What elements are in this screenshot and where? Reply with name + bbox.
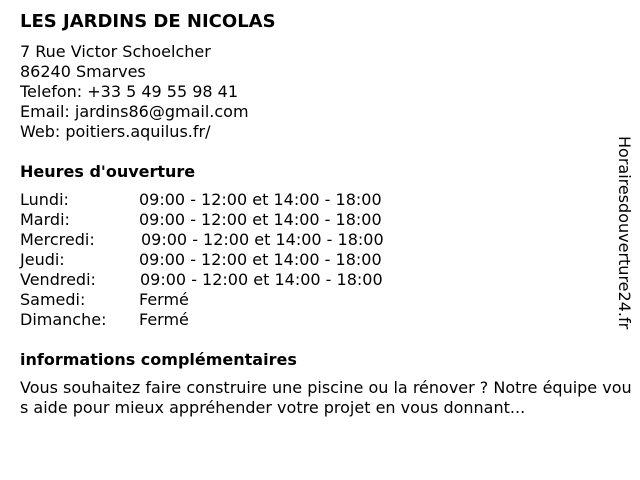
day-hours: 09:00 - 12:00 et 14:00 - 18:00 bbox=[139, 250, 382, 269]
day-hours: Fermé bbox=[139, 310, 189, 329]
hours-row-samedi bbox=[20, 290, 600, 310]
day-label: Vendredi: bbox=[20, 270, 96, 289]
hours-table bbox=[20, 190, 600, 330]
business-name: LES JARDINS DE NICOLAS bbox=[20, 11, 276, 32]
site-watermark-label: Horairesdouverture24.fr bbox=[615, 136, 634, 330]
hours-row-dimanche bbox=[20, 310, 600, 330]
day-label: Jeudi: bbox=[20, 250, 65, 269]
day-label: Mardi: bbox=[20, 210, 70, 229]
day-label: Samedi: bbox=[20, 290, 86, 309]
email-text: Email: jardins86@gmail.com bbox=[20, 102, 249, 121]
day-hours: 09:00 - 12:00 et 14:00 - 18:00 bbox=[141, 230, 384, 249]
hours-row-vendredi bbox=[20, 270, 600, 290]
day-label: Mercredi: bbox=[20, 230, 95, 249]
day-label: Dimanche: bbox=[20, 310, 107, 329]
hours-row-jeudi bbox=[20, 250, 600, 270]
info-description: Vous souhaitez faire construire une piscine ou la rénover ? Notre équipe vous aide pour mieux appréhender votre projet en vous donnant... bbox=[20, 378, 632, 417]
day-hours: Fermé bbox=[139, 290, 189, 309]
phone-text: Telefon: +33 5 49 55 98 41 bbox=[20, 82, 239, 101]
hours-row-lundi bbox=[20, 190, 600, 210]
hours-title: Heures d'ouverture bbox=[20, 162, 196, 181]
web-text: Web: poitiers.aquilus.fr/ bbox=[20, 122, 211, 141]
day-hours: 09:00 - 12:00 et 14:00 - 18:00 bbox=[139, 190, 382, 209]
hours-row-mardi bbox=[20, 210, 600, 230]
contact-block bbox=[20, 42, 600, 142]
day-label: Lundi: bbox=[20, 190, 69, 209]
day-hours: 09:00 - 12:00 et 14:00 - 18:00 bbox=[140, 270, 383, 289]
day-hours: 09:00 - 12:00 et 14:00 - 18:00 bbox=[139, 210, 382, 229]
info-title: informations complémentaires bbox=[20, 350, 297, 369]
hours-row-mercredi bbox=[20, 230, 600, 250]
address-street: 7 Rue Victor Schoelcher bbox=[20, 42, 211, 61]
address-city: 86240 Smarves bbox=[20, 62, 146, 81]
